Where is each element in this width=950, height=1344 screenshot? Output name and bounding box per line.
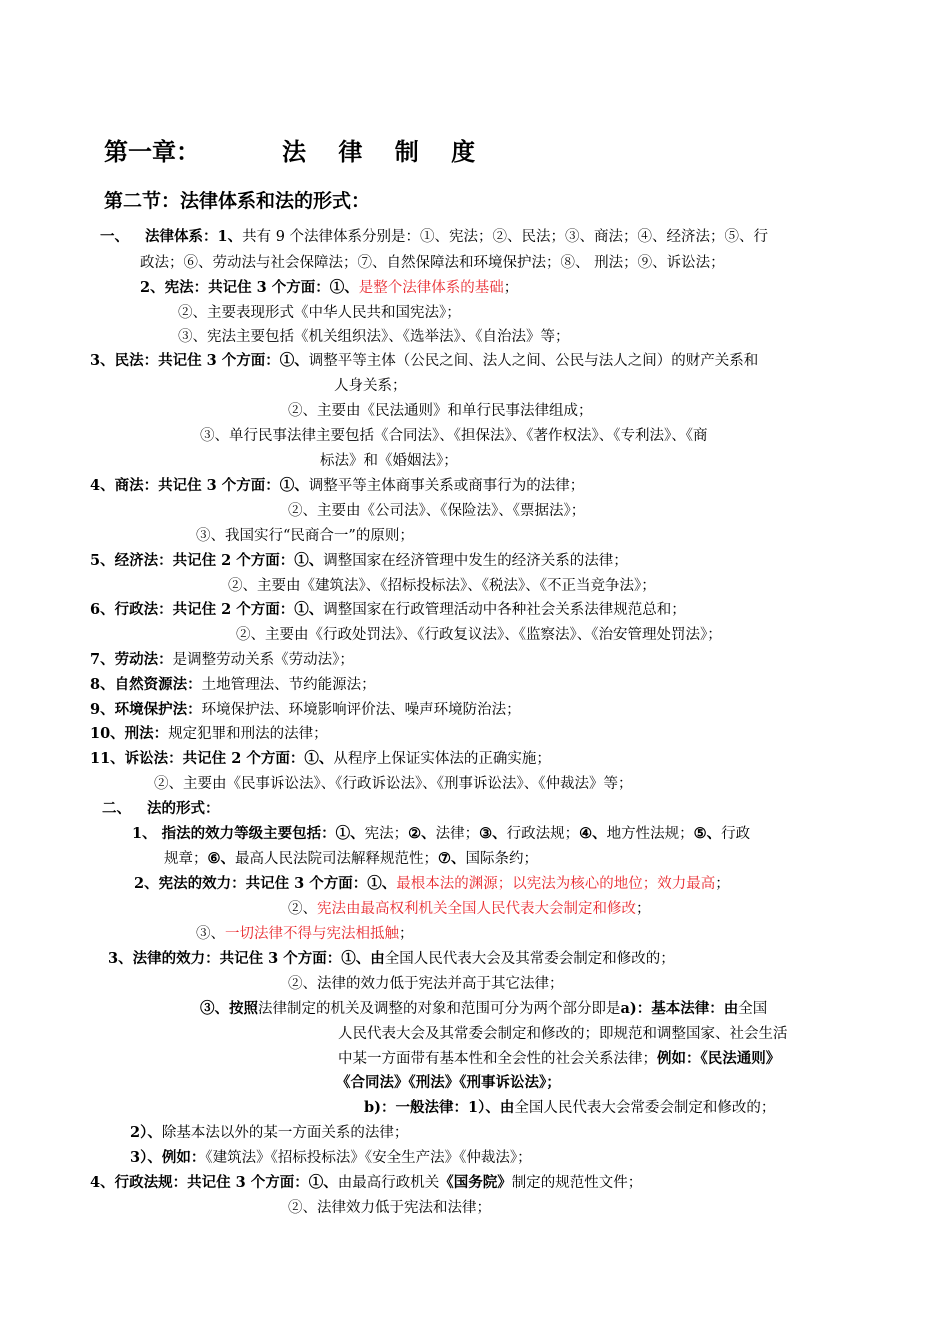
criminal-line — [90, 724, 328, 744]
civil-p1a: 调整平等主体（公民之间、法人之间、公民与法人之间）的财产关系和 — [308, 353, 759, 369]
reg-p1-a: 由最高行政机关 — [337, 1175, 440, 1191]
civil-p1b: 人身关系； — [334, 378, 407, 394]
administrative-line1 — [90, 600, 686, 620]
administrative-p2: ②、主要由《行政处罚法》、《行政复议法》、《监察法》、《治安管理处罚法》； — [236, 627, 722, 643]
ce-p1-num: ①、 — [367, 875, 397, 892]
regulation-label: 4、行政法规：共记住 3 个方面： — [90, 1174, 309, 1191]
resources-label: 8、自然资源法： — [90, 676, 202, 693]
ce-p2-num: ②、 — [288, 901, 317, 917]
part1-line1 — [100, 227, 768, 247]
ce-p1-end: ； — [715, 876, 730, 892]
resources-line — [90, 675, 376, 695]
ce-line3 — [196, 924, 414, 944]
constitution-p1-end: ； — [503, 280, 519, 296]
part1-line2: 政法；⑥、劳动法与社会保障法；⑦、自然保障法和环境保护法；⑧、 刑法；⑨、诉讼法； — [140, 255, 725, 271]
le-p3-b2-text: 除基本法以外的某一方面关系的法律； — [161, 1125, 409, 1141]
law-effect-line1 — [108, 949, 675, 969]
le-p3-line4: 《合同法》《刑法》《刑事诉讼法》； — [336, 1074, 561, 1091]
hierarchy-a-5: 行政法规； — [506, 826, 580, 842]
ce-p2-end: ； — [636, 901, 651, 917]
labor-label: 7、劳动法： — [90, 651, 173, 668]
ce-p3-num: ③、 — [196, 926, 225, 942]
environment-text: 环境保护法、环境影响评价法、噪声环境防治法； — [201, 702, 521, 718]
item1-num: 1、 — [217, 228, 243, 245]
environment-label: 9、环境保护法： — [90, 701, 202, 718]
civil-p1-num: ①、 — [279, 352, 309, 369]
ce-p3-red: 一切法律不得与宪法相抵触 — [225, 926, 399, 942]
part2-num: 二、 — [102, 800, 131, 817]
criminal-text: 规定犯罪和刑法的法律； — [168, 726, 328, 742]
constitution-p1-red: 是整个法律体系的基础 — [358, 280, 504, 296]
hierarchy-a-3: 法律； — [435, 826, 480, 842]
le-p3-num: ③、按照 — [200, 1000, 258, 1017]
procedure-label: 11、诉讼法：共记住 2 个方面： — [90, 750, 305, 767]
le-p3-b: b)：一般法律：1）、由 — [364, 1099, 515, 1116]
procedure-p1-num: ①、 — [304, 750, 334, 767]
economic-p1-num: ①、 — [294, 552, 324, 569]
labor-text: 是调整劳动关系《劳动法》； — [172, 652, 354, 668]
hierarchy-a-2: ②、 — [408, 825, 436, 842]
hierarchy-a-7: 地方性法规； — [606, 826, 694, 842]
constitution-p1-num: ①、 — [329, 279, 359, 296]
reg-p1-bold: 《国务院》 — [439, 1174, 512, 1191]
administrative-label: 6、行政法：共记住 2 个方面： — [90, 601, 295, 618]
economic-line1 — [90, 551, 628, 571]
part2-label: 法的形式： — [147, 800, 220, 817]
le-p3-b3: 3）、例如： — [130, 1149, 206, 1166]
hierarchy-a-6: ④、 — [579, 825, 607, 842]
hierarchy-b-4: 国际条约； — [465, 851, 538, 867]
civil-line1 — [90, 351, 758, 371]
le-p3-b3-text: 《建筑法》《招标投标法》《安全生产法》《仲裁法》； — [205, 1150, 532, 1166]
economic-label: 5、经济法：共记住 2 个方面： — [90, 552, 295, 569]
constitution-p3: ③、宪法主要包括《机关组织法》、《选举法》、《自治法》等； — [178, 329, 570, 345]
constitution-label: 2、宪法：共记住 3 个方面： — [140, 279, 330, 296]
procedure-p1: 从程序上保证实体法的正确实施； — [333, 751, 551, 767]
reg-p1-b: 制定的规范性文件； — [511, 1175, 643, 1191]
civil-p2: ②、主要由《民法通则》和单行民事法律组成； — [288, 403, 593, 419]
procedure-line1 — [90, 749, 551, 769]
procedure-p2: ②、主要由《民事诉讼法》、《行政诉讼法》、《刑事诉讼法》、《仲裁法》等； — [154, 776, 633, 792]
economic-p2: ②、主要由《建筑法》、《招标投标法》、《税法》、《不正当竞争法》； — [228, 578, 656, 594]
civil-p3b: 标法》和《婚姻法》； — [320, 453, 458, 469]
le-p3-line1 — [200, 999, 767, 1019]
section-title: 第二节：法律体系和法的形式： — [104, 190, 371, 212]
constitution-effect-line1 — [134, 874, 730, 894]
le-p3-b3-line — [130, 1148, 532, 1168]
ce-p3-end: ； — [399, 926, 414, 942]
constitution-effect-label: 2、宪法的效力：共记住 3 个方面： — [134, 875, 368, 892]
commercial-p1-num: ①、 — [279, 477, 309, 494]
part2-line — [102, 799, 220, 819]
le-p3-b-text: 全国人民代表大会常委会制定和修改的； — [514, 1100, 776, 1116]
hierarchy-b-2: 最高人民法院司法解释规范性； — [235, 851, 438, 867]
le-p3-b-line — [364, 1098, 775, 1118]
part1-label: 法律体系： — [145, 228, 218, 245]
reg-p1-num: ①、 — [308, 1174, 338, 1191]
le-p3-a-end: 全国 — [738, 1001, 768, 1017]
le-p3-line3-bold: 例如：《民法通则》 — [657, 1050, 781, 1067]
le-p3-line3-text: 中某一方面带有基本性和全会性的社会关系法律； — [338, 1051, 657, 1067]
reg-p2: ②、法律效力低于宪法和法律； — [288, 1200, 491, 1216]
hierarchy-b-3: ⑦、 — [438, 850, 466, 867]
commercial-line1 — [90, 476, 584, 496]
commercial-p1: 调整平等主体商事关系或商事行为的法律； — [308, 478, 585, 494]
chapter-label: 第一章： — [104, 138, 200, 166]
ce-line2 — [288, 899, 651, 919]
le-p3-a: a)：基本法律：由 — [620, 1000, 739, 1017]
part1-num: 一、 — [100, 228, 129, 245]
le-p3-line3 — [338, 1049, 780, 1069]
hierarchy-a-0: ①、 — [335, 825, 365, 842]
ce-p1-red: 最根本法的渊源；以宪法为核心的地位；效力最高 — [396, 876, 716, 892]
economic-p1: 调整国家在经济管理中发生的经济关系的法律； — [323, 553, 628, 569]
administrative-p1: 调整国家在行政管理活动中各种社会关系法律规范总和； — [323, 602, 686, 618]
criminal-label: 10、刑法： — [90, 725, 169, 742]
chapter-title: 法 律 制 度 — [282, 138, 488, 166]
constitution-p2: ②、主要表现形式《中华人民共和国宪法》； — [178, 305, 461, 321]
item1-text: 共有 9 个法律体系分别是：①、宪法；②、民法；③、商法；④、经济法；⑤、行 — [242, 229, 769, 245]
law-effect-label: 3、法律的效力：共记住 3 个方面： — [108, 950, 342, 967]
hierarchy-b-1: ⑥、 — [207, 850, 235, 867]
administrative-p1-num: ①、 — [294, 601, 324, 618]
le-p1-num: ①、由 — [341, 950, 385, 967]
hierarchy-a-4: ③、 — [479, 825, 507, 842]
le-p3-b2: 2）、 — [130, 1124, 162, 1141]
le-p3-line2: 人民代表大会及其常委会制定和修改的；即规范和调整国家、社会生活 — [338, 1026, 788, 1042]
constitution-line1 — [140, 278, 518, 298]
le-p1: 全国人民代表大会及其常委会制定和修改的； — [384, 951, 675, 967]
hierarchy-line2 — [164, 849, 538, 869]
hierarchy-line1 — [132, 824, 750, 844]
commercial-p2: ②、主要由《公司法》、《保险法》、《票据法》； — [288, 503, 586, 519]
hierarchy-a-1: 宪法； — [364, 826, 409, 842]
resources-text: 土地管理法、节约能源法； — [201, 677, 376, 693]
hierarchy-b-0: 规章； — [164, 851, 208, 867]
le-p3-b2-line — [130, 1123, 408, 1143]
regulation-line1 — [90, 1173, 642, 1193]
labor-line — [90, 650, 354, 670]
environment-line — [90, 700, 521, 720]
le-p3-text: 法律制定的机关及调整的对象和范围可分为两个部分即是 — [258, 1001, 621, 1017]
civil-label: 3、民法：共记住 3 个方面： — [90, 352, 280, 369]
hierarchy-label: 1、 指法的效力等级主要包括： — [132, 825, 336, 842]
hierarchy-a-9: 行政 — [721, 826, 751, 842]
commercial-p3: ③、我国实行“民商合一”的原则； — [196, 528, 414, 544]
commercial-label: 4、商法：共记住 3 个方面： — [90, 477, 280, 494]
ce-p2-red: 宪法由最高权利机关全国人民代表大会制定和修改 — [317, 901, 636, 917]
civil-p3a: ③、单行民事法律主要包括《合同法》、《担保法》、《著作权法》、《专利法》、《商 — [200, 428, 708, 444]
hierarchy-a-8: ⑤、 — [693, 825, 722, 842]
le-p2: ②、法律的效力低于宪法并高于其它法律； — [288, 976, 564, 992]
